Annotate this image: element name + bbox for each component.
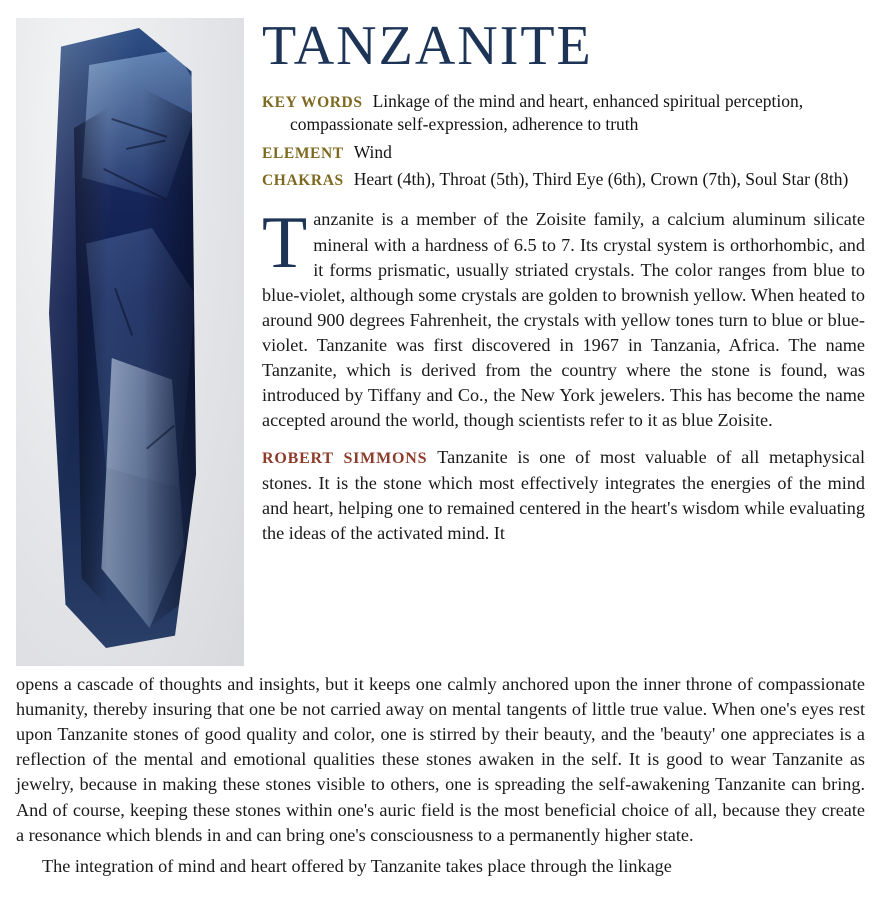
intro-paragraph-text: anzanite is a member of the Zoisite family, a calcium aluminum silicate mineral with a hardness of 6.5 to 7. Its crystal system is orthorhombic, and it forms prismatic, usually striated crystals. The color ranges from blue to blue-violet, although some crystals are golden to brownish yellow. When heated to around 900 degrees Fahrenheit, the crystals with yellow tones turn to blue or blue-violet. Tanzanite was first discovered in 1967 in Tanzania, Africa. The name Tanzanite, which is derived from the country where the stone is found, was introduced by Tiffany and Co., the New York jewelers. This has become the name accepted around the world, though scientists refer to it as blue Zoisite. — [262, 209, 865, 431]
crystal-inclusion — [111, 118, 167, 138]
crystal-shape — [46, 28, 196, 648]
crystal-facet-highlight — [82, 50, 202, 200]
attribute-label-keywords: KEY WORDS — [262, 94, 363, 111]
crystal-inclusion — [126, 140, 165, 150]
attribute-list — [262, 90, 865, 191]
author-byline: ROBERT SIMMONS — [262, 450, 428, 468]
attribute-row-element — [262, 141, 865, 164]
attribute-row-chakras — [262, 168, 865, 191]
author-paragraph-continued: opens a cascade of thoughts and insights, but it keeps one calmly anchored upon the inner throne of compassionate humanity, thereby insuring that one be not carried away on mental tangents of little true value. When one's eyes rest upon Tanzanite stones of good quality and color, one is stirred by their beauty, and the 'beauty' one appreciates is a reflection of the mental and emotional qualities these stones awaken in the self. It is good to wear Tanzanite as jewelry, because in making these stones visible to others, one is spreading the self-awakening Tanzanite can bring. And of course, keeping these stones within one's auric field is the most beneficial choice of all, because they create a resonance which blends in and can bring one's consciousness to a permanently higher state. — [16, 674, 865, 845]
drop-cap: T — [262, 202, 308, 285]
crystal-inclusion — [146, 425, 175, 449]
crystal-facet-lower — [98, 358, 184, 628]
crystal-inclusion — [115, 288, 134, 335]
crystal-shadow-left — [74, 108, 108, 608]
page-title: TANZANITE — [262, 15, 593, 77]
body-column — [262, 202, 865, 545]
tanzanite-crystal-image — [16, 18, 244, 666]
attribute-value-keywords: Linkage of the mind and heart, enhanced spiritual perception, compassionate self-expression, adherence to truth — [290, 91, 804, 135]
attribute-label-chakras: CHAKRAS — [262, 172, 344, 189]
attribute-label-element: ELEMENT — [262, 144, 344, 162]
attribute-value-element: Wind — [353, 141, 392, 162]
crystal-inclusion — [103, 168, 167, 200]
attribute-value-chakras: Heart (4th), Throat (5th), Third Eye (6th), Crown (7th), Soul Star (8th) — [353, 169, 849, 189]
author-paragraph-start — [262, 445, 865, 545]
attribute-row-keywords — [262, 90, 865, 137]
crystal-facet-mid — [86, 228, 196, 488]
intro-paragraph — [262, 202, 865, 433]
header-block — [262, 15, 865, 77]
closing-paragraph: The integration of mind and heart offered by Tanzanite takes place through the linkage — [42, 855, 672, 876]
author-paragraph-text: Tanzanite is one of most valuable of all metaphysical stones. It is the stone which most effectively integrates the energies of the mind and heart, helping one to remained centered in the heart's wisdom while evaluating the ideas of the activated mind. It — [262, 447, 865, 543]
